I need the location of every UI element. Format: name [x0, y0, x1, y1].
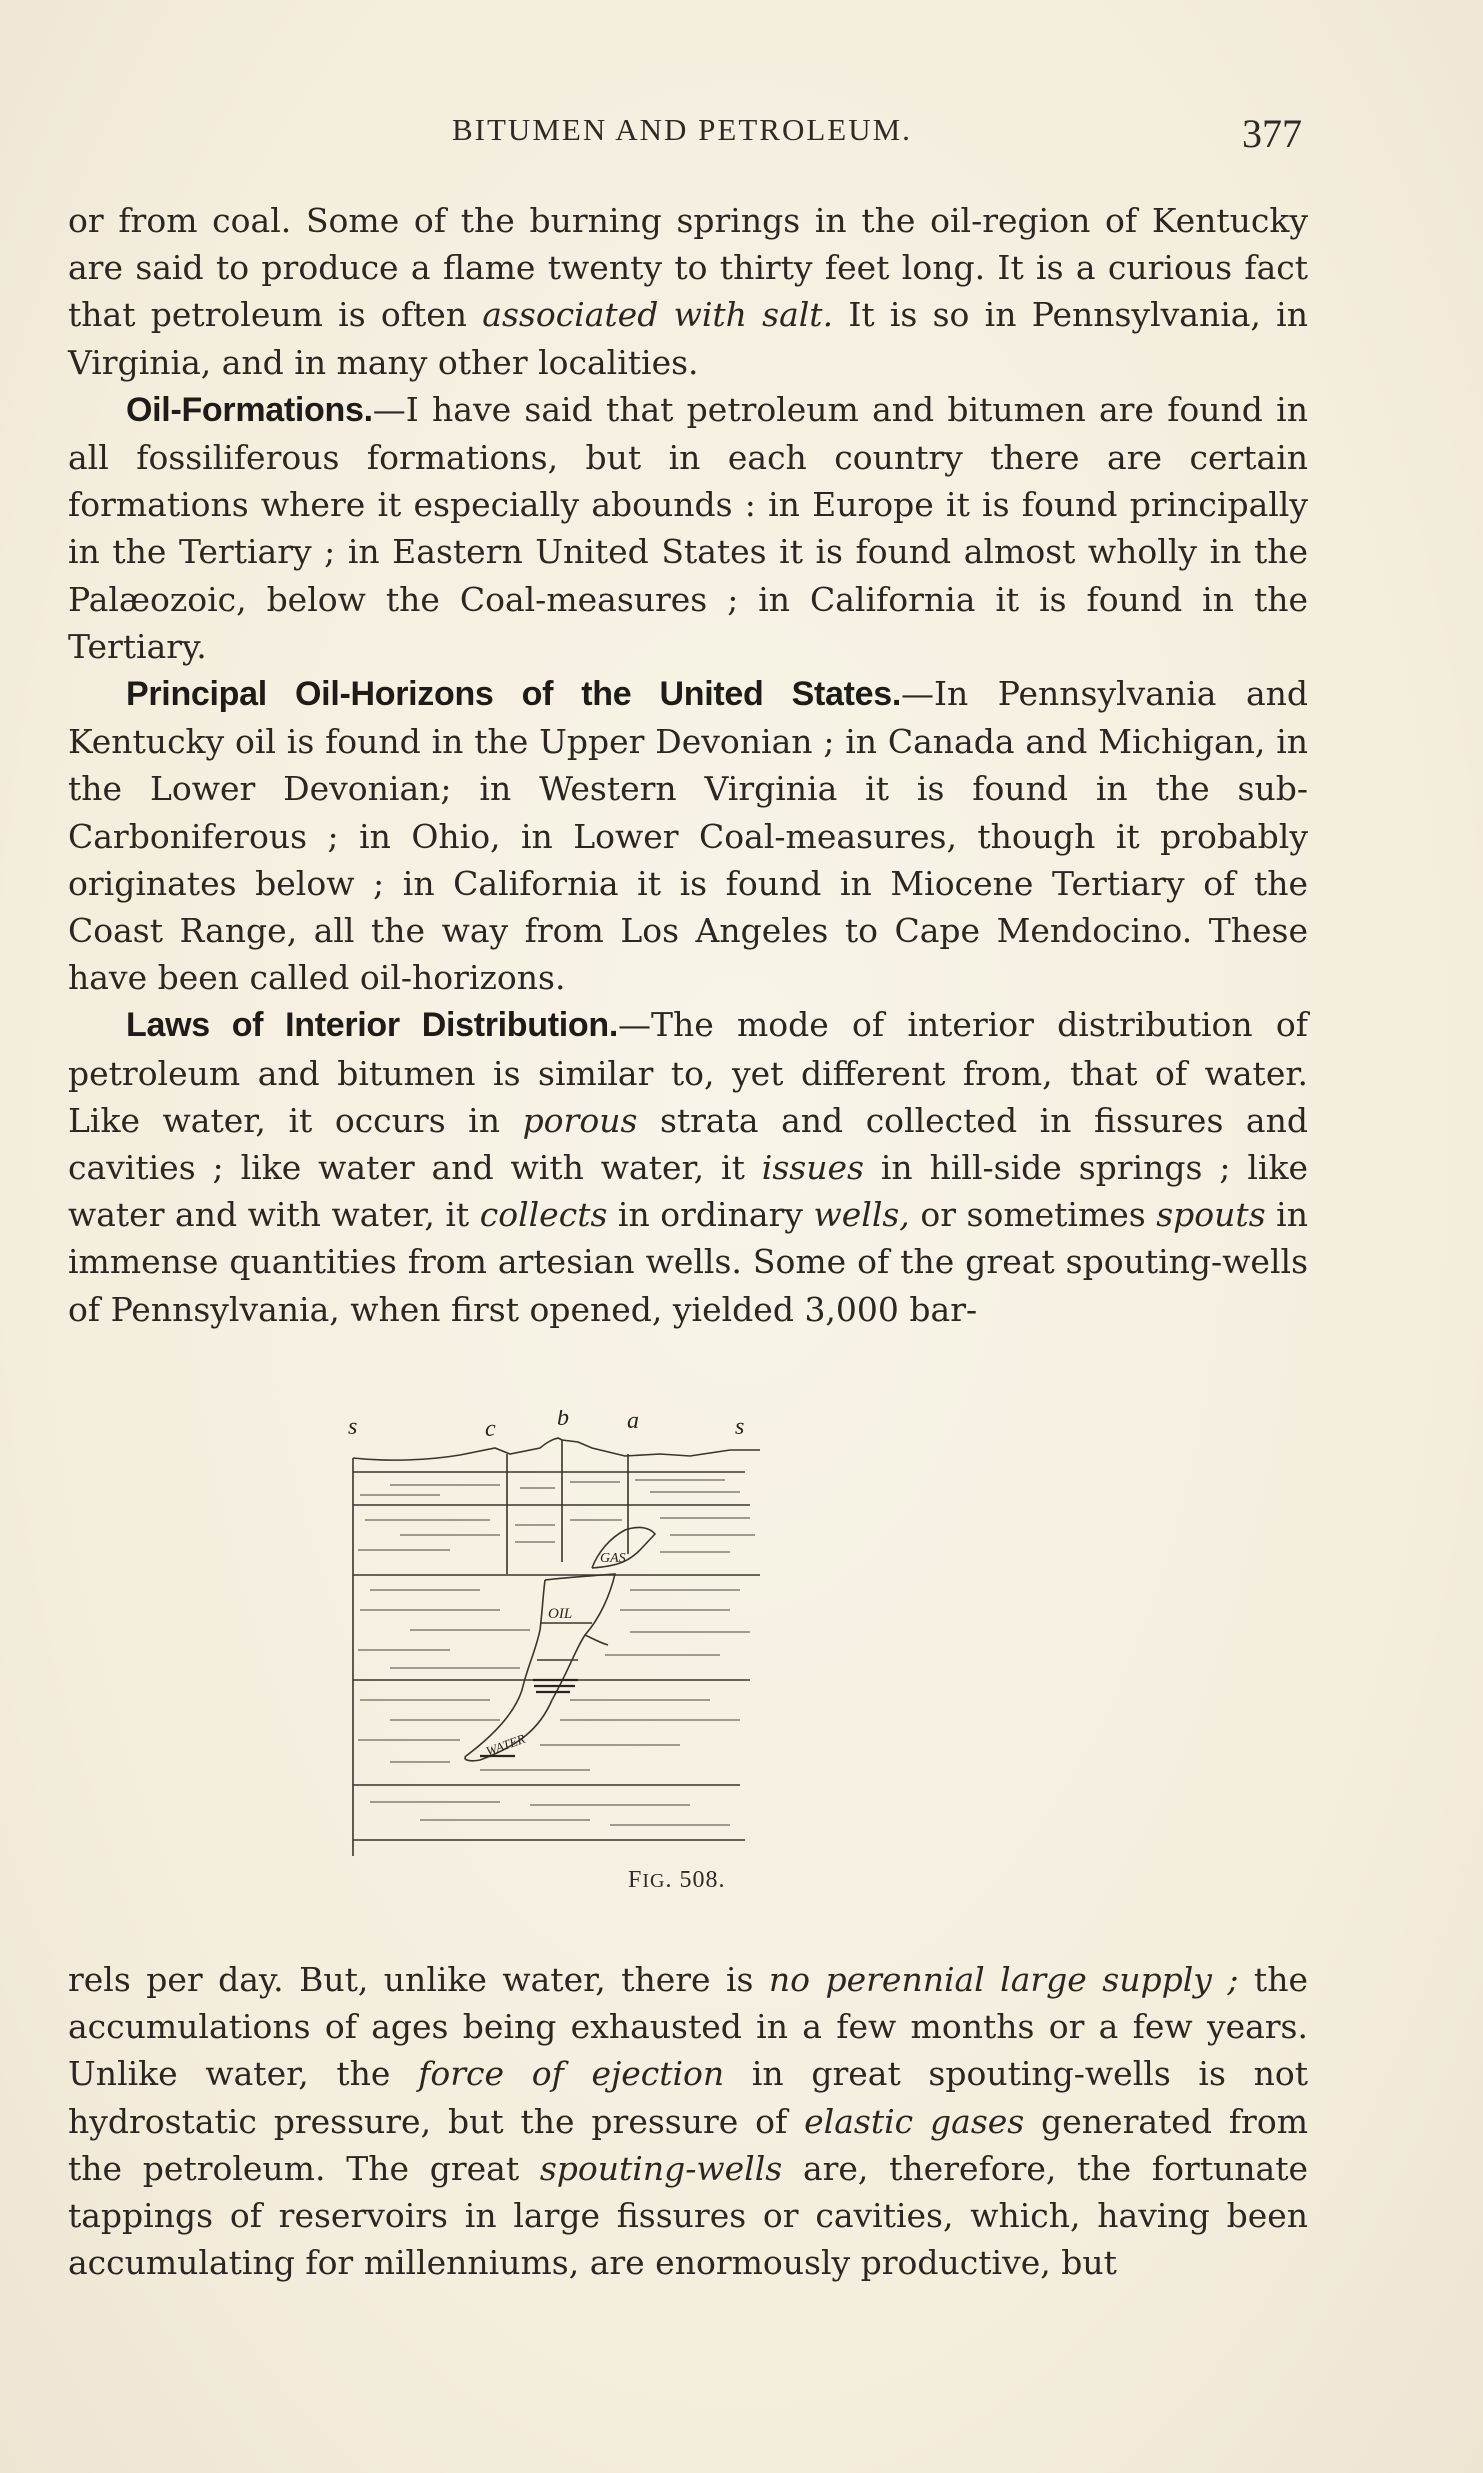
emphasis-force-of-ejection: force of ejection: [418, 2054, 725, 2094]
emphasis-elastic-gases: elastic gases: [804, 2101, 1025, 2141]
body-text-bottom: [68, 1956, 1308, 2286]
emphasis-spouts: spouts: [1156, 1195, 1266, 1235]
paragraph-oil-formations: Oil-Formations.—I have said that petroleum and bitumen are found in all fossiliferous formations, but in each country there are certain formations where it especially abounds : in Europe it is found principally in the Tertiary ; in Eastern United States it is found almost wholly in the Palæozoic, below the Coal-measures ; in California it is found in the Tertiary.: [68, 389, 1308, 666]
figure-label-s-right: s: [735, 1414, 745, 1440]
paragraph-burning-springs: or from coal. Some of the burning springs in the oil-region of Kentucky are said to produce a flame twenty to thirty feet long. It is a curious fact that petroleum is often associated with salt. It is so in Pennsylvania, in Virginia, and in many other localities.: [68, 201, 1308, 382]
figure-label-oil: OIL: [548, 1606, 573, 1622]
emphasis-issues: issues: [761, 1148, 864, 1188]
figure-label-a: a: [627, 1410, 639, 1434]
running-head: BITUMEN AND PETROLEUM.: [452, 112, 912, 147]
body-text-top: [68, 197, 1308, 1333]
figure-label-s-left: s: [348, 1414, 358, 1440]
page-number: 377: [1242, 111, 1302, 156]
emphasis-no-perennial-large-supply: no perennial large supply ;: [768, 1960, 1239, 1999]
emphasis-associated-with-salt: associated with salt.: [482, 295, 834, 335]
figure-label-b: b: [557, 1410, 569, 1431]
emphasis-spouting-wells: spouting-wells: [539, 2148, 783, 2188]
paragraph-principal-oil-horizons: Principal Oil-Horizons of the United States.—In Pennsylvania and Kentucky oil is found in the Upper Devonian ; in Canada and Michigan, in the Lower Devonian; in Western Virginia it is found in the sub-Carboniferous ; in Ohio, in Lower Coal-measures, though it probably originates below ; in California it is found in Miocene Tertiary of the Coast Range, all the way from Los Angeles to Cape Mendocino. These have been called oil-horizons.: [68, 674, 1308, 998]
section-heading-oil-formations: Oil-Formations.: [126, 390, 373, 429]
section-heading-laws-of-interior-distribution: Laws of Interior Distribution.: [126, 1006, 618, 1045]
emphasis-wells: wells,: [813, 1195, 910, 1235]
emphasis-collects: collects: [479, 1195, 608, 1235]
figure-508-illustration: [330, 1410, 1010, 1870]
emphasis-porous: porous: [522, 1100, 638, 1140]
section-heading-principal-oil-horizons: Principal Oil-Horizons of the United States.: [126, 675, 902, 714]
figure-caption: FIG. 508.: [628, 1867, 726, 1893]
paragraph-spouting-wells: rels per day. But, unlike water, there is no perennial large supply ; the accumulations of ages being exhausted in a few months or a few years. Unlike water, the force of ejection in great spouting-wells is not hydrostatic pressure, but the pressure of elastic gases generated from the petroleum. The great spouting-wells are, therefore, the fortunate tappings of reservoirs in large fissures or cavities, which, having been accumulating for millenniums, are enormously productive, but: [68, 1960, 1308, 2283]
paragraph-laws-of-interior-distribution: Laws of Interior Distribution.—The mode of interior distribution of petroleum and bitumen is similar to, yet different from, that of water. Like water, it occurs in porous strata and collected in fissures and cavities ; like water and with water, it issues in hill-side springs ; like water and with water, it collects in ordinary wells, or sometimes spouts in immense quantities from artesian wells. Some of the great spouting-wells of Pennsylvania, when first opened, yielded 3,000 bar-: [68, 1005, 1309, 1329]
figure-label-c: c: [485, 1416, 496, 1442]
figure-label-gas: GAS: [600, 1551, 626, 1566]
figure-label-water: WATER: [483, 1730, 528, 1759]
